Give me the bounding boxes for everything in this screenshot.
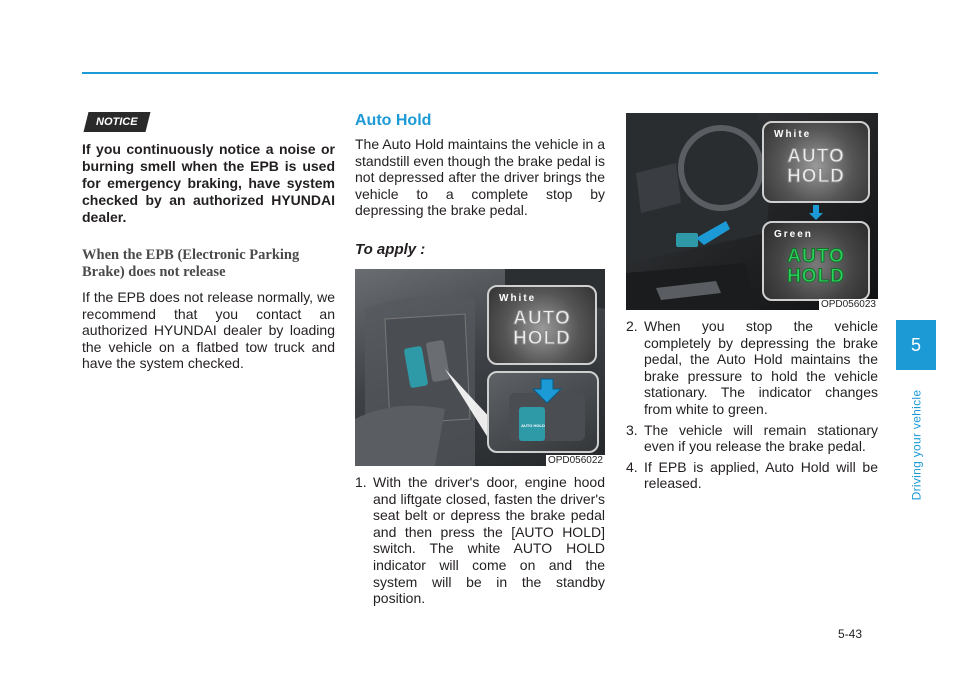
step-item <box>626 422 878 455</box>
step-text: The vehicle will remain stationary even if you release the brake pedal. <box>644 421 878 455</box>
white-indicator-tag: White <box>774 129 812 140</box>
switch-button-label: AUTO HOLD <box>521 423 545 428</box>
chapter-title: Driving your vehicle <box>909 389 923 501</box>
header-rule <box>82 72 878 74</box>
figure-code-1: OPD056022 <box>547 455 603 466</box>
step-item <box>355 474 605 607</box>
top-white-indicator-inset <box>762 121 870 203</box>
step-item <box>626 459 878 492</box>
step-number: 1. <box>355 474 367 490</box>
step-text: If EPB is applied, Auto Hold will be released. <box>644 458 878 492</box>
auto-hold-switch-closeup-inset <box>487 371 599 453</box>
green-indicator-tag: Green <box>774 229 813 240</box>
indicator-hold-text: HOLD <box>787 266 845 287</box>
indicator-auto-text: AUTO <box>513 308 571 329</box>
bottom-green-indicator-inset <box>762 221 870 301</box>
step-text: When you stop the vehicle completely by depressing the brake pedal, the Auto Hold maintains the brake pressure to hold the vehicle stationary. The indicator changes from white to green. <box>644 318 878 417</box>
auto-hold-heading: Auto Hold <box>355 112 432 129</box>
chapter-title-vertical <box>896 380 936 510</box>
step-text: With the driver's door, engine hood and liftgate closed, fasten the driver's seat belt or depress the brake pedal and then press the [AUTO HOLD] switch. The white AUTO HOLD indicator will come on and the system will be in the standby position. <box>373 474 605 607</box>
to-apply-heading: To apply : <box>355 241 426 258</box>
chapter-tab <box>896 320 936 370</box>
white-indicator-tag: White <box>499 293 537 304</box>
steps-column-2 <box>355 474 605 607</box>
auto-hold-body: The Auto Hold maintains the vehicle in a standstill even though the brake pedal is not depressed after the driver brings the vehicle to a complete stop by depressing the brake pedal. <box>355 136 605 219</box>
page-number: 5-43 <box>838 627 863 641</box>
indicator-auto-text: AUTO <box>787 246 845 267</box>
indicator-hold-text: HOLD <box>513 328 571 349</box>
figure-dashboard-indicator <box>626 113 878 310</box>
epb-release-heading: When the EPB (Electronic Parking Brake) does not release <box>82 247 300 280</box>
figure-console-switch <box>355 269 605 466</box>
indicator-hold-text: HOLD <box>787 166 845 187</box>
switch-closeup-illustration <box>489 373 599 453</box>
figure-code-2: OPD056023 <box>820 299 876 310</box>
step-item <box>626 318 878 418</box>
notice-badge-label: NOTICE <box>96 116 138 128</box>
step-number: 4. <box>626 458 638 475</box>
step-number: 2. <box>626 318 638 334</box>
notice-badge <box>84 112 151 132</box>
notice-text: If you continuously notice a noise or burning smell when the EPB is used for emergency braking, have system checked by an authorized HYUNDAI dealer. <box>82 141 335 225</box>
epb-release-body: If the EPB does not release normally, we recommend that you contact an authorized HYUNDAI dealer by loading the vehicle on a flatbed tow truck and have the system checked. <box>82 289 335 372</box>
indicator-auto-text: AUTO <box>787 146 845 167</box>
auto-hold-white-indicator-inset <box>487 285 597 365</box>
chapter-number: 5 <box>910 334 921 355</box>
steps-column-3 <box>626 318 878 496</box>
step-number: 3. <box>626 421 638 438</box>
down-arrow-icon <box>808 205 824 221</box>
